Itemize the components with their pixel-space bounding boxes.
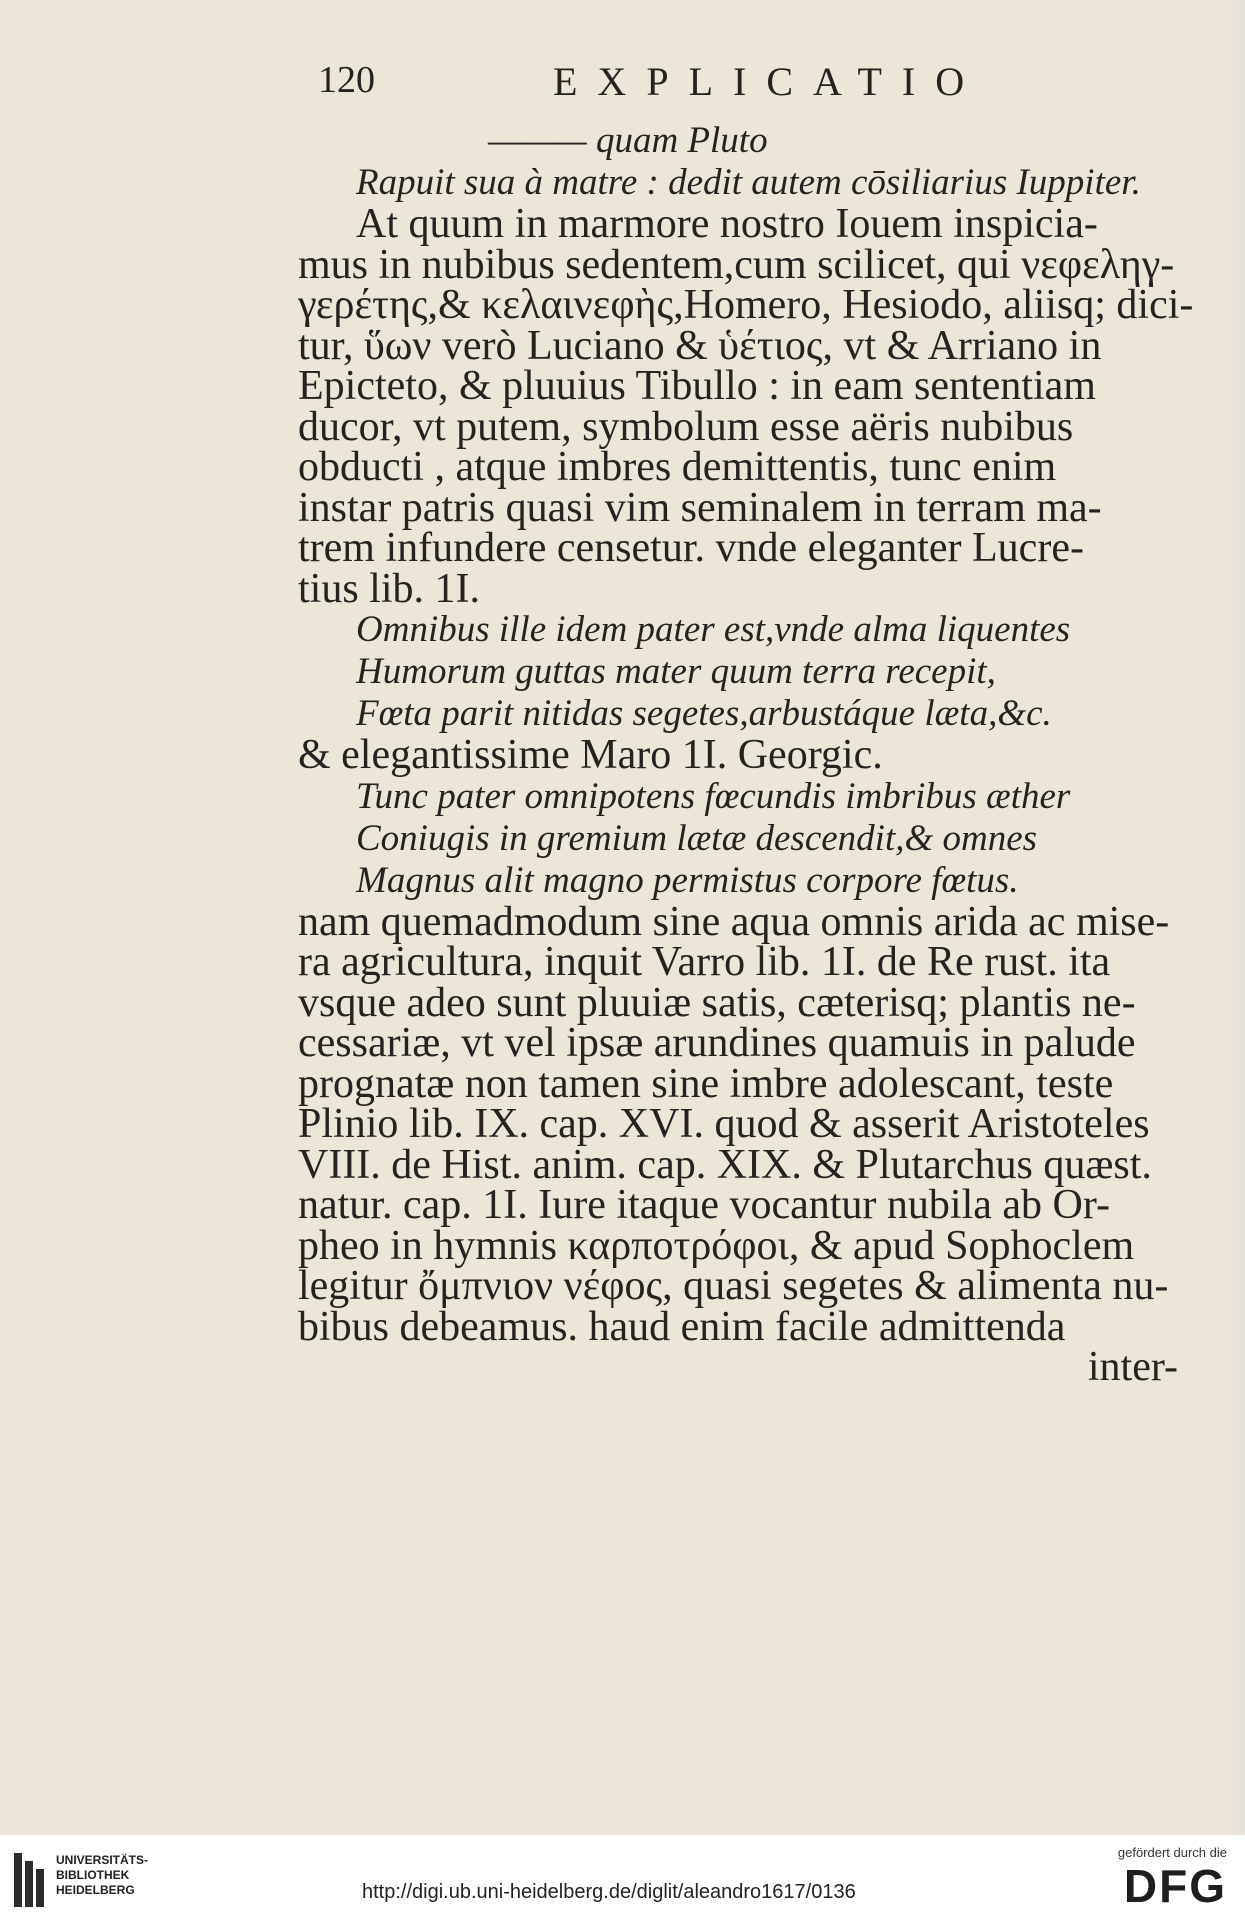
dfg-logo-text: DFG (1123, 1860, 1227, 1912)
prose-line: mus in nubibus sedentem,cum scilicet, qui νεφεληγ- (298, 241, 1175, 288)
prose-line: pheo in hymnis καρποτρόφοι, & apud Sophoclem (298, 1222, 1135, 1269)
prose-line: instar patris quasi vim seminalem in terram ma- (298, 484, 1102, 531)
prose-line: ra agricultura, inquit Varro lib. 1I. de Re rust. ita (298, 939, 1111, 985)
prose-line: prognatæ non tamen sine imbre adolescant, teste (298, 1060, 1114, 1107)
verse-line: Tunc pater omnipotens fœcundis imbribus æther (356, 775, 1071, 817)
verse-line: Magnus alit magno permistus corpore fœtus. (356, 859, 1019, 901)
prose-line: VIII. de Hist. anim. cap. XIX. & Plutarchus quæst. (298, 1141, 1152, 1188)
verse-line: Rapuit sua à matre : dedit autem cōsiliarius Iuppiter. (356, 162, 1141, 203)
dfg-logo[interactable] (1118, 1845, 1227, 1912)
prose-line: vsque adeo sunt pluuiæ satis, cæterisq; plantis ne- (298, 979, 1136, 1026)
prose-line: inter- (1087, 1344, 1178, 1390)
prose-line: tius lib. 1I. (298, 565, 481, 612)
verse-line: Omnibus ille idem pater est,vnde alma liquentes (356, 609, 1071, 650)
prose-line: & elegantissime Maro 1I. Georgic. (298, 732, 883, 778)
prose-line: Plinio lib. IX. cap. XVI. quod & asserit Aristoteles (298, 1101, 1150, 1147)
running-title: EXPLICATIO (553, 59, 985, 104)
verse-line: Coniugis in gremium lætæ descendit,& omnes (356, 817, 1038, 859)
funded-by-label: gefördert durch die (1117, 1845, 1227, 1860)
prose-line: Epicteto, & pluuius Tibullo : in eam sententiam (298, 363, 1096, 409)
prose-line: bibus debeamus. haud enim facile admittenda (298, 1303, 1066, 1350)
prose-line: natur. cap. 1I. Iure itaque vocantur nubila ab Or- (298, 1182, 1111, 1228)
library-line-3: HEIDELBERG (56, 1883, 135, 1897)
verse-line: Fœta parit nitidas segetes,arbustáque læta,&c. (356, 693, 1052, 734)
page-number: 120 (318, 59, 375, 101)
prose-line: At quum in marmore nostro Iouem inspicia- (356, 201, 1098, 247)
prose-line: tur, ὕων verò Luciano & ὑέτιος, vt & Arriano in (298, 322, 1102, 369)
library-name (56, 1853, 148, 1898)
prose-line: ducor, vt putem, symbolum esse aëris nubibus (298, 403, 1074, 450)
text-block (298, 48, 1194, 1390)
footer-bar (0, 1835, 1245, 1927)
prose-line: obducti , atque imbres demittentis, tunc enim (298, 444, 1057, 490)
library-logo-icon (14, 1853, 44, 1907)
prose-line: nam quemadmodum sine aqua omnis arida ac mise- (298, 898, 1170, 945)
prose-line: γερέτης,& κελαινεφὴς,Homero, Hesiodo, aliisq; dici- (298, 282, 1194, 328)
library-line-1: UNIVERSITÄTS- (56, 1853, 149, 1867)
library-logo[interactable] (14, 1853, 148, 1907)
page-header (298, 48, 1178, 120)
prose-line: legitur ὄμπνιον νέφος, quasi segetes & alimenta nu- (298, 1263, 1169, 1309)
permalink-url[interactable]: http://digi.ub.uni-heidelberg.de/diglit/aleandro1617/0136 (362, 1881, 856, 1903)
verse-line: Humorum guttas mater quum terra recepit, (356, 651, 996, 692)
prose-line: trem infundere censetur. vnde eleganter Lucre- (298, 525, 1084, 571)
verse-line: ——— quam Pluto (488, 120, 768, 161)
library-line-2: BIBLIOTHEK (56, 1868, 130, 1882)
prose-line: cessariæ, vt vel ipsæ arundines quamuis in palude (298, 1020, 1136, 1066)
body-text (298, 120, 1194, 1390)
